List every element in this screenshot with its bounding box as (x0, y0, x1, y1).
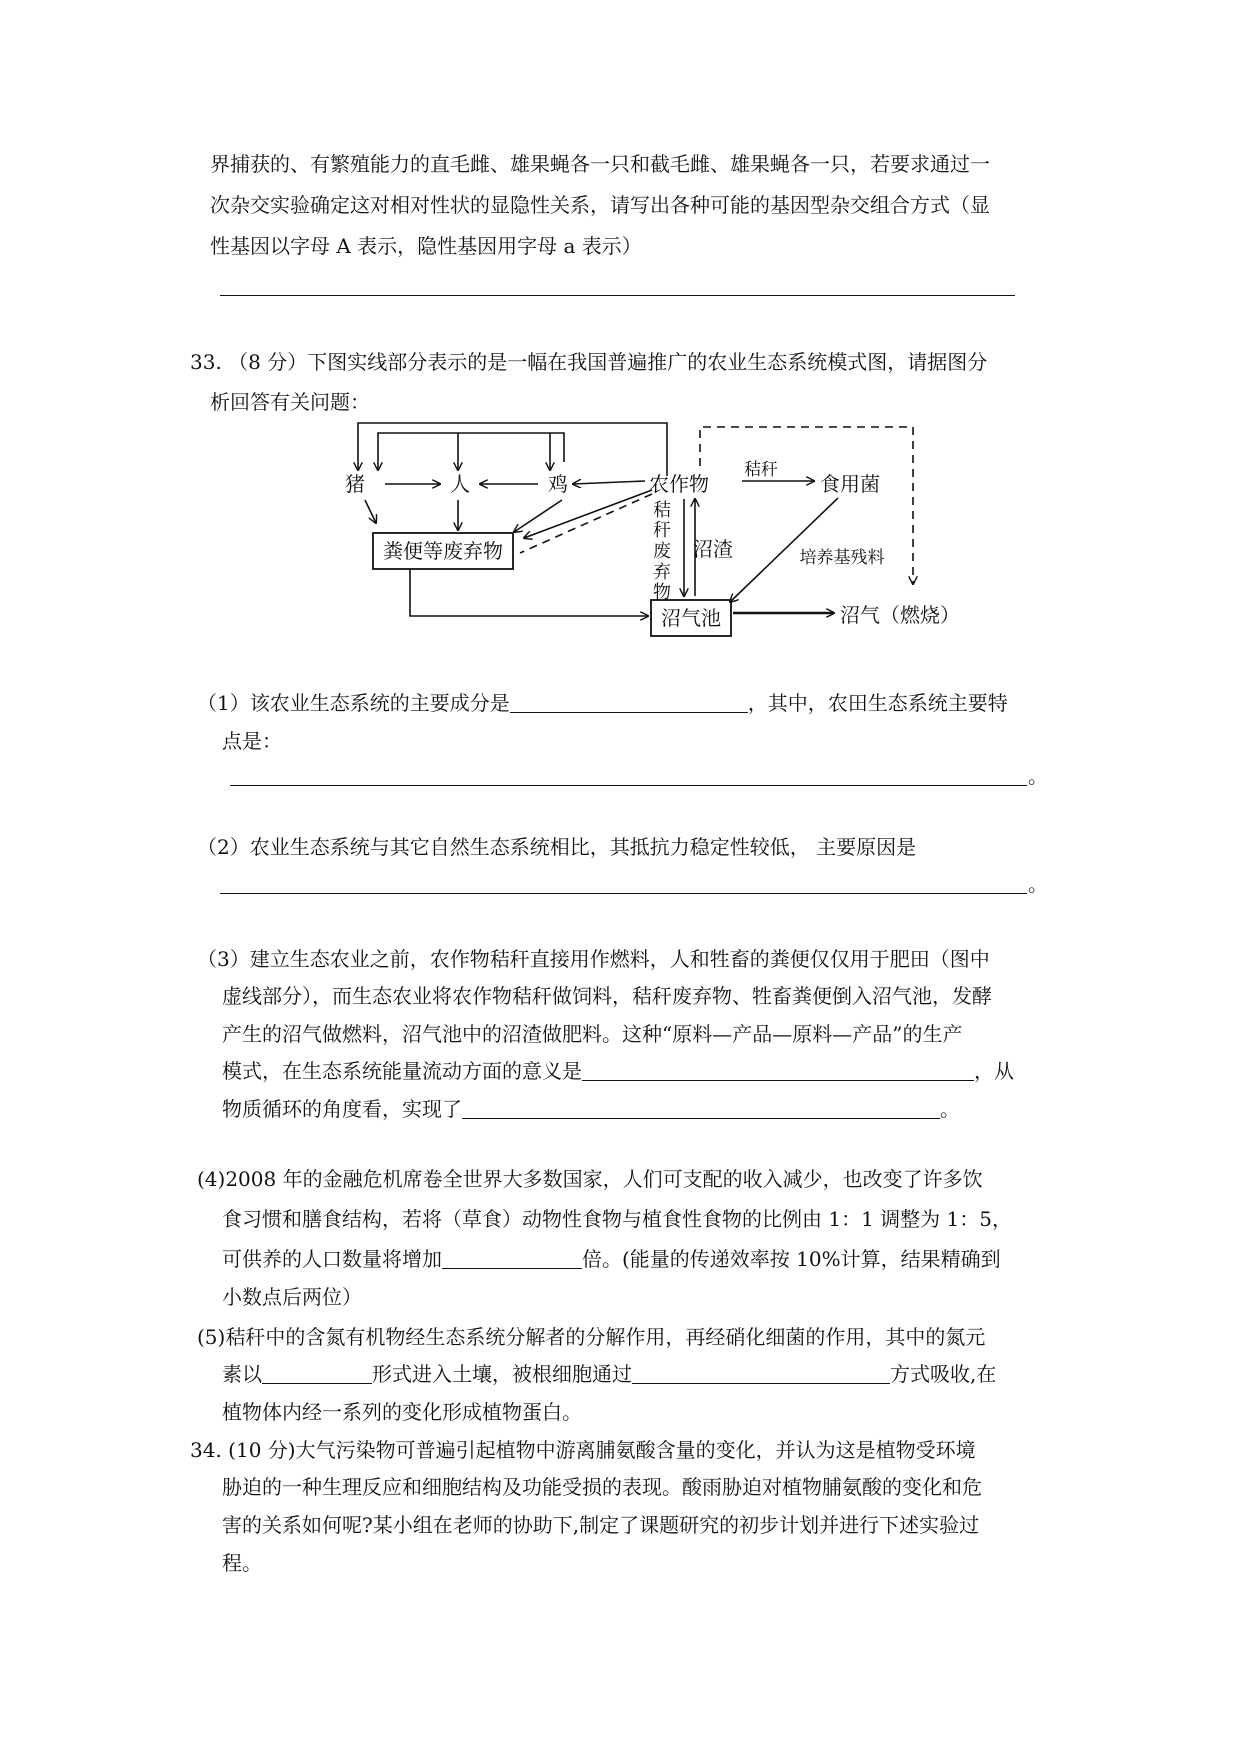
q33-p1-text-b: ，其中，农田生态系统主要特 (747, 691, 1008, 715)
q33-p5-line-2 (222, 1361, 996, 1387)
q33-p3-line-3: 产生的沼气做燃料，沼气池中的沼渣做肥料。这种“原料—产品—原料—产品”的生产 (222, 1022, 963, 1046)
answer-blank-p1-feature[interactable] (230, 785, 1027, 786)
q33-p4-line-3 (222, 1246, 1001, 1272)
q34-line-4: 程。 (222, 1551, 262, 1575)
node-digester: 沼气池 (661, 606, 721, 630)
q33-p3-line-1: （3）建立生态农业之前，农作物秸秆直接用作燃料，人和牲畜的粪便仅仅用于肥田（图中 (197, 947, 990, 971)
answer-blank-p1-main[interactable] (510, 692, 748, 713)
intro-line-1: 界捕获的、有繁殖能力的直毛雌、雄果蝇各一只和截毛雌、雄果蝇各一只，若要求通过一 (210, 152, 990, 176)
node-biogas: 沼气（燃烧） (840, 603, 960, 627)
q33-p3-text-4a: 模式，在生态系统能量流动方面的意义是 (222, 1059, 582, 1083)
agri-ecosystem-diagram (0, 0, 1241, 700)
edge-label-residue: 沼渣 (693, 537, 733, 561)
edge-label-straw-waste-2: 秆 (653, 520, 671, 541)
edge-label-medium-residue: 培养基残料 (799, 548, 885, 568)
node-manure: 粪便等废弃物 (383, 539, 503, 563)
q33-p3-text-5a: 物质循环的角度看，实现了 (222, 1097, 462, 1121)
edge-label-straw-waste-1: 秸 (653, 500, 671, 521)
q33-p4-text-3b: 倍。(能量的传递效率按 10%计算，结果精确到 (582, 1247, 1001, 1271)
q33-line-2: 析回答有关问题： (210, 390, 370, 414)
q33-line-1: 33. （8 分）下图实线部分表示的是一幅在我国普遍推广的农业生态系统模式图，请据图分 (190, 350, 988, 374)
answer-blank-p2[interactable] (220, 893, 1027, 894)
q33-p5-text-2b: 形式进入土壤，被根细胞通过 (372, 1362, 632, 1386)
q34-line-1: 34. (10 分)大气污染物可普遍引起植物中游离脯氨酸含量的变化，并认为这是植物受环境 (190, 1438, 976, 1462)
q33-p4-text-3a: 可供养的人口数量将增加 (222, 1247, 442, 1271)
edge-label-straw: 秸秆 (744, 460, 778, 480)
q33-p3-line-2: 虚线部分），而生态农业将农作物秸秆做饲料，秸秆废弃物、牲畜粪便倒入沼气池，发酵 (222, 984, 992, 1008)
q33-p3-text-5b: 。 (940, 1097, 960, 1121)
q33-p3-line-4 (222, 1058, 1014, 1084)
answer-blank-p4-increase[interactable] (442, 1248, 582, 1269)
answer-blank-p5-absorb[interactable] (632, 1363, 890, 1384)
q33-p3-text-4b: ，从 (974, 1059, 1014, 1083)
node-human: 人 (450, 472, 470, 496)
intro-line-3: 性基因以字母 A 表示，隐性基因用字母 a 表示） (210, 234, 642, 258)
q33-p1-text-a: （1）该农业生态系统的主要成分是 (197, 691, 510, 715)
node-chicken: 鸡 (548, 472, 568, 496)
q33-p1-period: 。 (1028, 764, 1048, 788)
edge-label-straw-waste-5: 物 (653, 582, 671, 603)
q33-p4-line-2: 食习惯和膳食结构，若将（草食）动物性食物与植食性食物的比例由 1：1 调整为 1：5， (222, 1207, 1012, 1231)
q34-line-3: 害的关系如何呢?某小组在老师的协助下,制定了课题研究的初步计划并进行下述实验过 (222, 1513, 980, 1537)
q33-p4-line-4: 小数点后两位） (222, 1285, 362, 1309)
answer-blank-p5-form[interactable] (262, 1363, 372, 1384)
intro-line-2: 次杂交实验确定这对相对性状的显隐性关系，请写出各种可能的基因型杂交组合方式（显 (210, 193, 990, 217)
node-pig: 猪 (345, 472, 365, 496)
answer-blank-p3-matter[interactable] (462, 1098, 940, 1119)
q33-p5-text-2a: 素以 (222, 1362, 262, 1386)
q33-p5-text-2c: 方式吸收,在 (890, 1362, 997, 1386)
edge-label-straw-waste-4: 弃 (653, 562, 671, 583)
q33-p5-line-3: 植物体内经一系列的变化形成植物蛋白。 (222, 1400, 582, 1424)
q33-p4-line-1: (4)2008 年的金融危机席卷全世界大多数国家，人们可支配的收入减少，也改变了许多饮 (197, 1167, 983, 1191)
q33-p1-line-1 (197, 690, 1008, 716)
node-crops: 农作物 (649, 472, 709, 496)
q33-p2-line-1: （2）农业生态系统与其它自然生态系统相比，其抵抗力稳定性较低， 主要原因是 (197, 835, 917, 859)
answer-blank-p3-energy[interactable] (582, 1060, 974, 1081)
q33-p2-period: 。 (1028, 872, 1048, 896)
q33-p1-line-2: 点是： (222, 729, 282, 753)
q33-p5-line-1: (5)秸秆中的含氮有机物经生态系统分解者的分解作用，再经硝化细菌的作用，其中的氮元 (197, 1325, 986, 1349)
q33-p3-line-5 (222, 1096, 960, 1122)
node-mushroom: 食用菌 (820, 472, 880, 496)
edge-label-straw-waste-3: 废 (653, 541, 671, 562)
q34-line-2: 胁迫的一种生理反应和细胞结构及功能受损的表现。酸雨胁迫对植物脯氨酸的变化和危 (222, 1475, 982, 1499)
